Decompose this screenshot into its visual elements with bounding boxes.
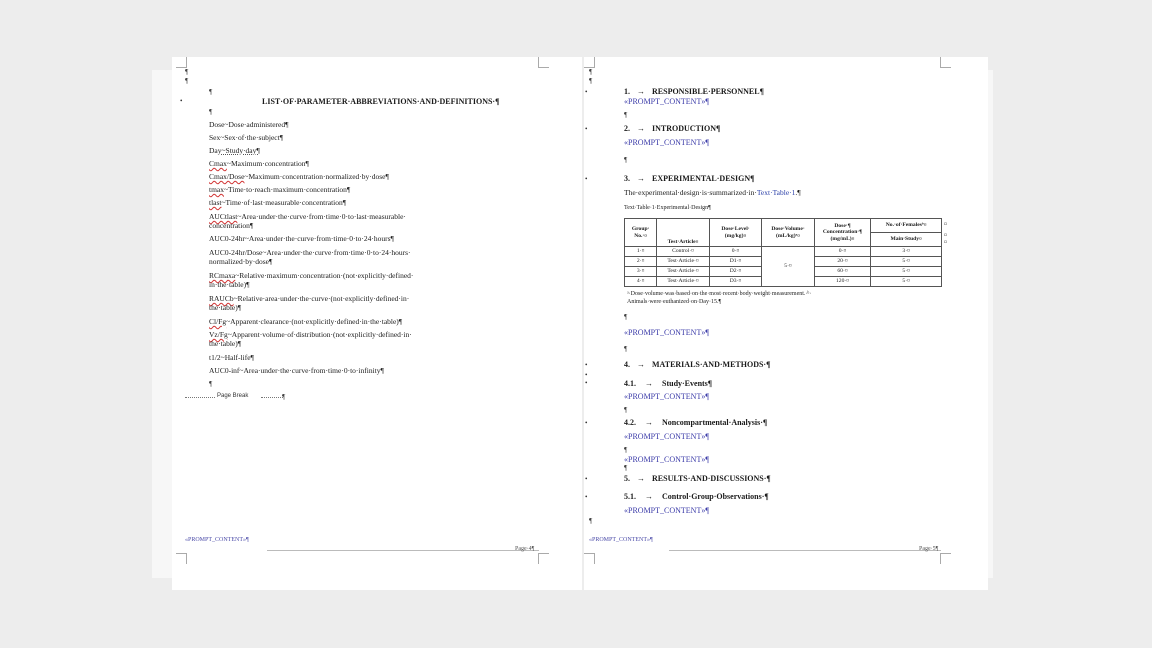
prompt-content: «PROMPT_CONTENT»¶ (624, 432, 709, 441)
abbr-auc0-24hr-dose-cont: normalized·by·dose¶ (209, 257, 273, 266)
page-shadow-left (152, 70, 172, 578)
bullet-marker: • (585, 175, 588, 183)
abbr-tlast: tlast~Time·of·last·measurable·concentration¶ (209, 198, 347, 207)
abbr-raucb: RAUCb~Relative·area·under·the·curve·(not·explicitly·defined·in· (209, 294, 410, 303)
paragraph-mark: ¶ (185, 67, 189, 76)
cell-concentration: 120·¤ (814, 277, 871, 287)
bullet-marker: • (585, 379, 588, 387)
abbr-dose: Dose~Dose·administered¶ (209, 120, 289, 129)
footer-rule (669, 550, 941, 551)
heading-experimental-design: 3. → EXPERIMENTAL·DESIGN¶ (624, 174, 755, 183)
table-row (625, 247, 942, 257)
page-number: Page·4¶ (515, 546, 535, 552)
page-break (185, 393, 285, 402)
crop-mark (940, 553, 951, 564)
cell-article: Control·¤ (657, 247, 709, 257)
table-footnote-b: Animals·were·euthanized·on·Day·15.¶ (627, 299, 722, 305)
cell-main-study: 5·¤ (871, 267, 942, 277)
heading-introduction: 2. → INTRODUCTION¶ (624, 124, 721, 133)
cell-group: 2·¤ (625, 257, 657, 267)
paragraph-mark: ¶ (624, 110, 628, 119)
paragraph-mark: ¶ (624, 312, 628, 321)
abbr-auctlast: AUCtlast~Area·under·the·curve·from·time·0·to·last·measurable· (209, 212, 406, 221)
abbr-auc0-24hr: AUC0-24hr~Area·under·the·curve·from·time·0·to·24·hours¶ (209, 234, 394, 243)
bullet-marker: • (585, 371, 588, 379)
cell-dose-level: D3·¤ (709, 277, 761, 287)
abbr-raucb-cont: the·table)¶ (209, 303, 242, 312)
col-header-main-study: Main·Study¤ (871, 233, 942, 247)
col-header-group: Group· No.·¤ (625, 219, 657, 247)
crop-mark (538, 553, 549, 564)
abbreviations-title: LIST·OF·PARAMETER·ABBREVIATIONS·AND·DEFINITIONS·¶ (262, 97, 500, 106)
crop-mark (538, 57, 549, 68)
paragraph-mark: ¶ (282, 392, 286, 401)
abbr-cl-fg: Cl/Fg~Apparent·clearance·(not·explicitly·defined·in·the·table)¶ (209, 317, 403, 326)
prompt-content: «PROMPT_CONTENT»¶ (624, 328, 709, 337)
cell-concentration: 20·¤ (814, 257, 871, 267)
paragraph-mark: ¶ (624, 463, 628, 472)
paragraph-mark: ¶ (589, 516, 593, 525)
cell-article: Test·Article·¤ (657, 267, 709, 277)
cell-group: 4·¤ (625, 277, 657, 287)
cell-dose-volume: 5·¤ (762, 247, 814, 287)
footer-rule (267, 550, 539, 551)
bullet-marker: • (585, 419, 588, 427)
heading-results-and-discussions: 5. → RESULTS·AND·DISCUSSIONS·¶ (624, 474, 771, 483)
heading-materials-and-methods: 4. → MATERIALS·AND·METHODS·¶ (624, 360, 771, 369)
page-shadow-right (988, 70, 993, 578)
abbr-cmax-dose: Cmax/Dose~Maximum·concentration·normalized·by·dose¶ (209, 172, 389, 181)
abbr-sex: Sex~Sex·of·the·subject¶ (209, 133, 284, 142)
abbr-tmax: tmax~Time·to·reach·maximum·concentration¶ (209, 185, 351, 194)
prompt-content: «PROMPT_CONTENT»¶ (624, 392, 709, 401)
prompt-content: «PROMPT_CONTENT»¶ (624, 455, 709, 464)
cell-main-study: 5·¤ (871, 277, 942, 287)
bullet-marker: • (585, 88, 588, 96)
paragraph-mark: ¶ (185, 76, 189, 85)
footer-prompt-content: «PROMPT_CONTENT»¶ (589, 537, 653, 543)
col-header-no-of-females: No.·of·Femalesᵇ¤ (871, 219, 942, 233)
abbr-vz-fg: Vz/Fg~Apparent·volume·of·distribution·(not·explicitly·defined·in· (209, 330, 412, 339)
page-number: Page·5¶ (919, 546, 939, 552)
abbr-auctlast-cont: concentration¶ (209, 221, 254, 230)
heading-control-group-observations: 5.1. → Control·Group·Observations·¶ (624, 492, 769, 501)
abbr-cmax: Cmax~Maximum·concentration¶ (209, 159, 309, 168)
heading-responsible-personnel: 1. → RESPONSIBLE·PERSONNEL¶ (624, 87, 764, 96)
abbr-day: Day~Study·day¶ (209, 146, 260, 155)
paragraph-mark: ¶ (589, 67, 593, 76)
paragraph-mark: ¶ (589, 76, 593, 85)
cell-concentration: 60·¤ (814, 267, 871, 277)
prompt-content: «PROMPT_CONTENT»¶ (624, 506, 709, 515)
bullet-marker: • (585, 475, 588, 483)
table-footnote-a: ᵃ·Dose·volume·was·based·on·the·most·recent·body·weight·measurement.·ᵇ· (627, 291, 812, 297)
cell-dose-level: D2·¤ (709, 267, 761, 277)
heading-noncompartmental-analysis: 4.2. → Noncompartmental·Analysis·¶ (624, 418, 768, 427)
paragraph-mark: ¶ (209, 107, 213, 116)
cell-group: 1·¤ (625, 247, 657, 257)
paragraph-mark: ¶ (624, 155, 628, 164)
footer-prompt-content: «PROMPT_CONTENT»¶ (185, 537, 249, 543)
abbr-vz-fg-cont: the·table)¶ (209, 339, 242, 348)
cell-concentration: 0·¤ (814, 247, 871, 257)
bullet-marker: • (585, 361, 588, 369)
prompt-content: «PROMPT_CONTENT»¶ (624, 97, 709, 106)
col-header-dose-volume: Dose·Volume· (mL/kg)ᵃ¤ (762, 219, 814, 247)
cell-dose-level: 0·¤ (709, 247, 761, 257)
abbr-auc0-24hr-dose: AUC0-24hr/Dose~Area·under·the·curve·from·time·0·to·24·hours· (209, 248, 411, 257)
paragraph-mark: ¶ (209, 379, 213, 388)
paragraph-mark: ¶ (624, 344, 628, 353)
document-page-4[interactable] (172, 57, 582, 590)
abbr-t-half: t1/2~Half-life¶ (209, 353, 254, 362)
abbr-rcmaxa: RCmaxa~Relative·maximum·concentration·(not·explicitly·defined· (209, 271, 414, 280)
cell-article: Test·Article·¤ (657, 277, 709, 287)
bullet-marker: • (585, 125, 588, 133)
experimental-design-intro: The·experimental·design·is·summarized·in·Text·Table·1.¶ (624, 188, 801, 197)
paragraph-mark: ¶ (624, 445, 628, 454)
page-break-label: Page Break (217, 393, 249, 399)
abbr-rcmaxa-cont: in·the·table)¶ (209, 280, 250, 289)
cell-article: Test·Article·¤ (657, 257, 709, 267)
table-caption: Text·Table·1·Experimental·Design¶ (624, 205, 711, 211)
col-header-dose-level: Dose·Level· (mg/kg)¤ (709, 219, 761, 247)
cell-main-study: 5·¤ (871, 257, 942, 267)
cell-end-mark: ¤ (944, 222, 947, 228)
prompt-content: «PROMPT_CONTENT»¶ (624, 138, 709, 147)
paragraph-mark: ¶ (624, 405, 628, 414)
text-table-1-link[interactable]: Text·Table·1 (756, 188, 796, 197)
cell-end-mark: ¤ (944, 240, 947, 246)
document-page-5[interactable] (584, 57, 988, 590)
paragraph-mark: ¶ (209, 87, 213, 96)
cell-dose-level: D1·¤ (709, 257, 761, 267)
col-header-dose-concentration: Dose·¶ Concentration·¶ (mg/mL)¤ (814, 219, 871, 247)
cell-main-study: 3·¤ (871, 247, 942, 257)
heading-study-events: 4.1. → Study·Events¶ (624, 379, 713, 388)
col-header-test-article: Test·Article¤ (657, 219, 709, 247)
bullet-marker: • (180, 97, 183, 105)
crop-mark (940, 57, 951, 68)
experimental-design-table (624, 218, 942, 287)
cell-group: 3·¤ (625, 267, 657, 277)
cell-end-mark: ¤ (944, 233, 947, 239)
crop-mark (584, 553, 595, 564)
crop-mark (176, 553, 187, 564)
bullet-marker: • (585, 493, 588, 501)
abbr-auc0-inf: AUC0-inf~Area·under·the·curve·from·time·0·to·infinity¶ (209, 366, 384, 375)
